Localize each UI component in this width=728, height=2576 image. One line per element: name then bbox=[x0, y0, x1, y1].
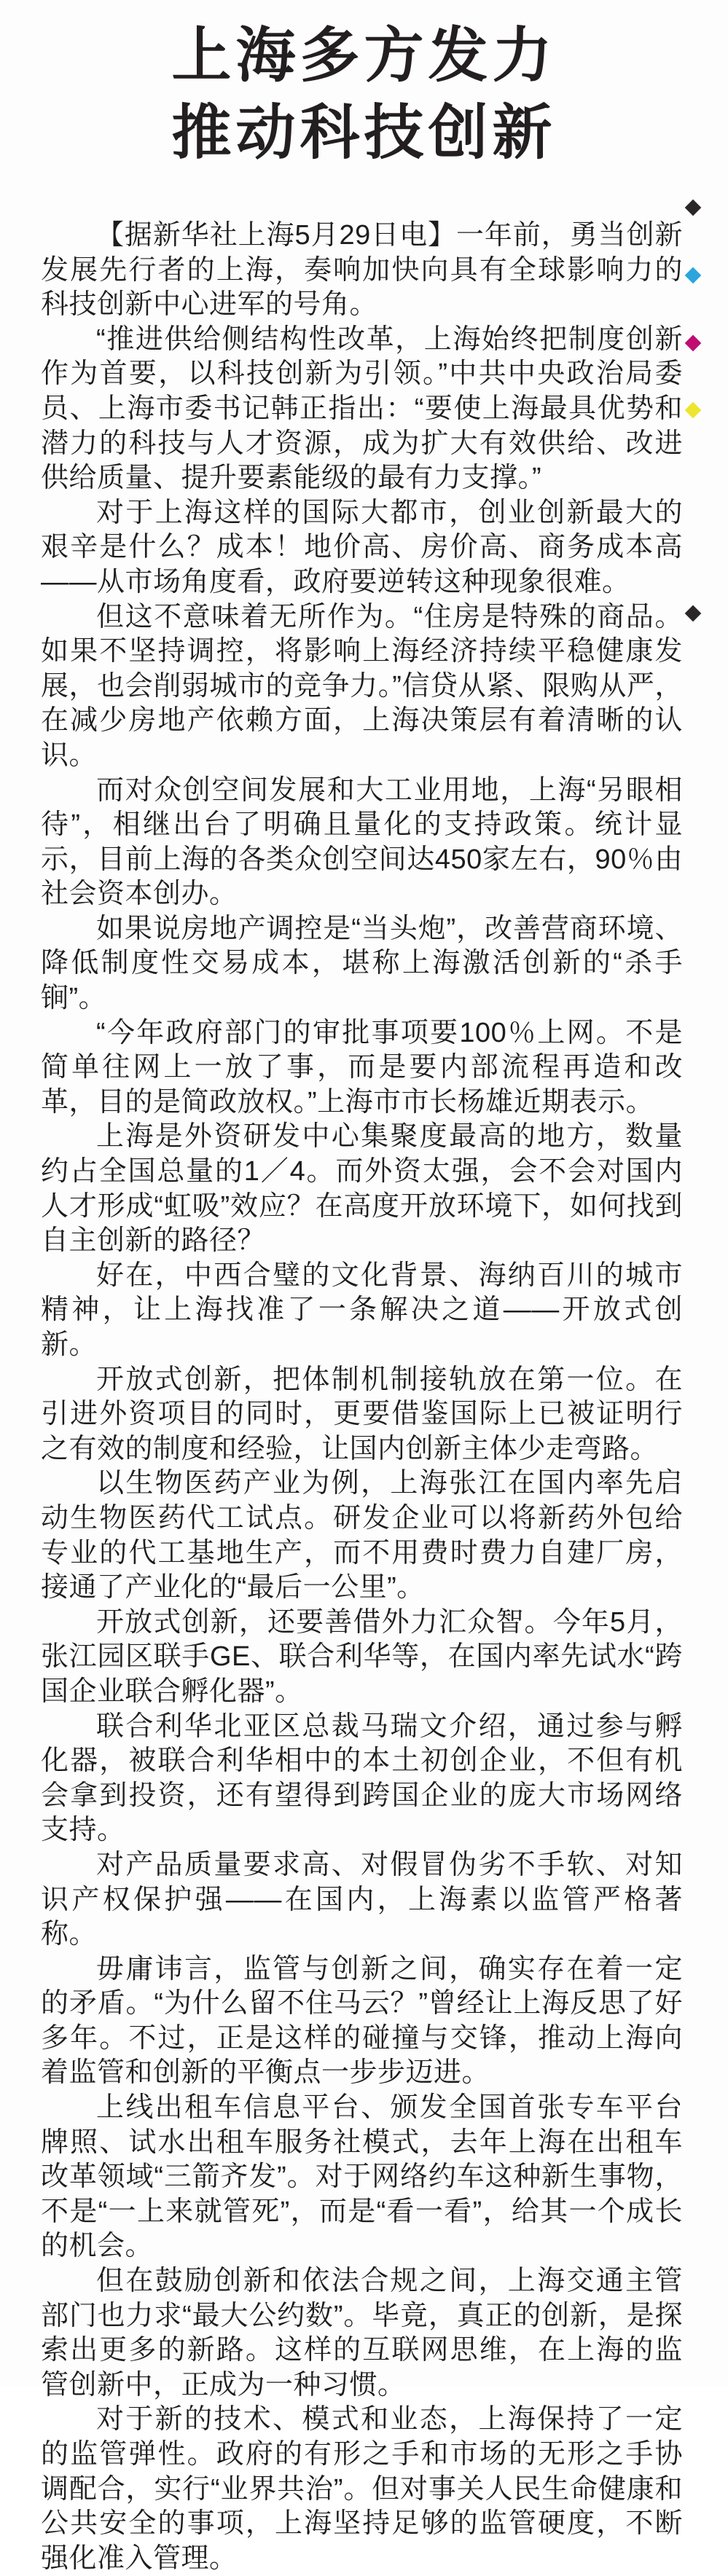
registration-diamond-magenta bbox=[685, 335, 702, 352]
article-paragraph: “推进供给侧结构性改革，上海始终把制度创新作为首要，以科技创新为引领。”中共中央政治局委员、上海市委书记韩正指出：“要使上海最具优势和潜力的科技与人才资源，成为扩大有效供给、改进供给质量、提升要素能级的最有力支撑。” bbox=[41, 323, 683, 494]
article-paragraph: 联合利华北亚区总裁马瑞文介绍，通过参与孵化器，被联合利华相中的本土初创企业，不但有机会拿到投资，还有望得到跨国企业的庞大市场网络支持。 bbox=[41, 1711, 683, 1846]
article-headline bbox=[0, 0, 728, 172]
article-paragraph: 开放式创新，把体制机制接轨放在第一位。在引进外资项目的同时，更要借鉴国际上已被证明行之有效的制度和经验，让国内创新主体少走弯路。 bbox=[41, 1364, 683, 1464]
article-body bbox=[41, 219, 683, 2576]
headline-line-1: 上海多方发力 bbox=[171, 23, 557, 89]
article-paragraph: “今年政府部门的审批事项要100％上网。不是简单往网上一放了事，而是要内部流程再造和改革，目的是简政放权。”上海市市长杨雄近期表示。 bbox=[41, 1017, 683, 1118]
registration-diamond-cyan bbox=[685, 267, 702, 284]
article-paragraph: 【据新华社上海5月29日电】一年前，勇当创新发展先行者的上海，奏响加快向具有全球影响力的科技创新中心进军的号角。 bbox=[41, 220, 683, 321]
registration-diamond-yellow bbox=[685, 402, 702, 419]
article-paragraph: 而对众创空间发展和大工业用地，上海“另眼相待”，相继出台了明确且量化的支持政策。统计显示，目前上海的各类众创空间达450家左右，90％由社会资本创办。 bbox=[41, 774, 683, 910]
article-paragraph: 但这不意味着无所作为。“住房是特殊的商品。如果不坚持调控，将影响上海经济持续平稳健康发展，也会削弱城市的竞争力。”信贷从紧、限购从严，在减少房地产依赖方面，上海决策层有着清晰的认识。 bbox=[41, 601, 683, 771]
article-paragraph: 对于新的技术、模式和业态，上海保持了一定的监管弹性。政府的有形之手和市场的无形之手协调配合，实行“业界共治”。但对事关人民生命健康和公共安全的事项，上海坚持足够的监管硬度，不断强化准入管理。 bbox=[41, 2404, 683, 2574]
article-paragraph: 开放式创新，还要善借外力汇众智。今年5月，张江园区联手GE、联合利华等，在国内率先试水“跨国企业联合孵化器”。 bbox=[41, 1606, 683, 1707]
article-paragraph: 上线出租车信息平台、颁发全国首张专车平台牌照、试水出租车服务社模式，去年上海在出租车改革领域“三箭齐发”。对于网络约车这种新生事物，不是“一上来就管死”，而是“看一看”，给其一个成长的机会。 bbox=[41, 2092, 683, 2262]
article-paragraph: 如果说房地产调控是“当头炮”，改善营商环境、降低制度性交易成本，堪称上海激活创新的“杀手锏”。 bbox=[41, 913, 683, 1014]
registration-diamond-black-bottom bbox=[685, 605, 702, 622]
headline-line-2: 推动科技创新 bbox=[171, 100, 557, 166]
article-paragraph: 好在，中西合璧的文化背景、海纳百川的城市精神，让上海找准了一条解决之道——开放式创新。 bbox=[41, 1260, 683, 1360]
article-paragraph: 但在鼓励创新和依法合规之间，上海交通主管部门也力求“最大公约数”。毕竟，真正的创新，是探索出更多的新路。这样的互联网思维，在上海的监管创新中，正成为一种习惯。 bbox=[41, 2266, 683, 2400]
article-paragraph: 毋庸讳言，监管与创新之间，确实存在着一定的矛盾。“为什么留不住马云？”曾经让上海反思了好多年。不过，正是这样的碰撞与交锋，推动上海向着监管和创新的平衡点一步步迈进。 bbox=[41, 1953, 683, 2089]
article-paragraph: 以生物医药产业为例，上海张江在国内率先启动生物医药代工试点。研发企业可以将新药外包给专业的代工基地生产，而不用费时费力自建厂房，接通了产业化的“最后一公里”。 bbox=[41, 1468, 683, 1603]
article-paragraph: 对产品质量要求高、对假冒伪劣不手软、对知识产权保护强——在国内，上海素以监管严格著称。 bbox=[41, 1849, 683, 1950]
article-paragraph: 对于上海这样的国际大都市，创业创新最大的艰辛是什么？成本！地价高、房价高、商务成本高——从市场角度看，政府要逆转这种现象很难。 bbox=[41, 497, 683, 597]
registration-diamond-black-top bbox=[685, 200, 702, 216]
article-paragraph: 上海是外资研发中心集聚度最高的地方，数量约占全国总量的1／4。而外资太强，会不会对国内人才形成“虹吸”效应？在高度开放环境下，如何找到自主创新的路径？ bbox=[41, 1121, 683, 1257]
